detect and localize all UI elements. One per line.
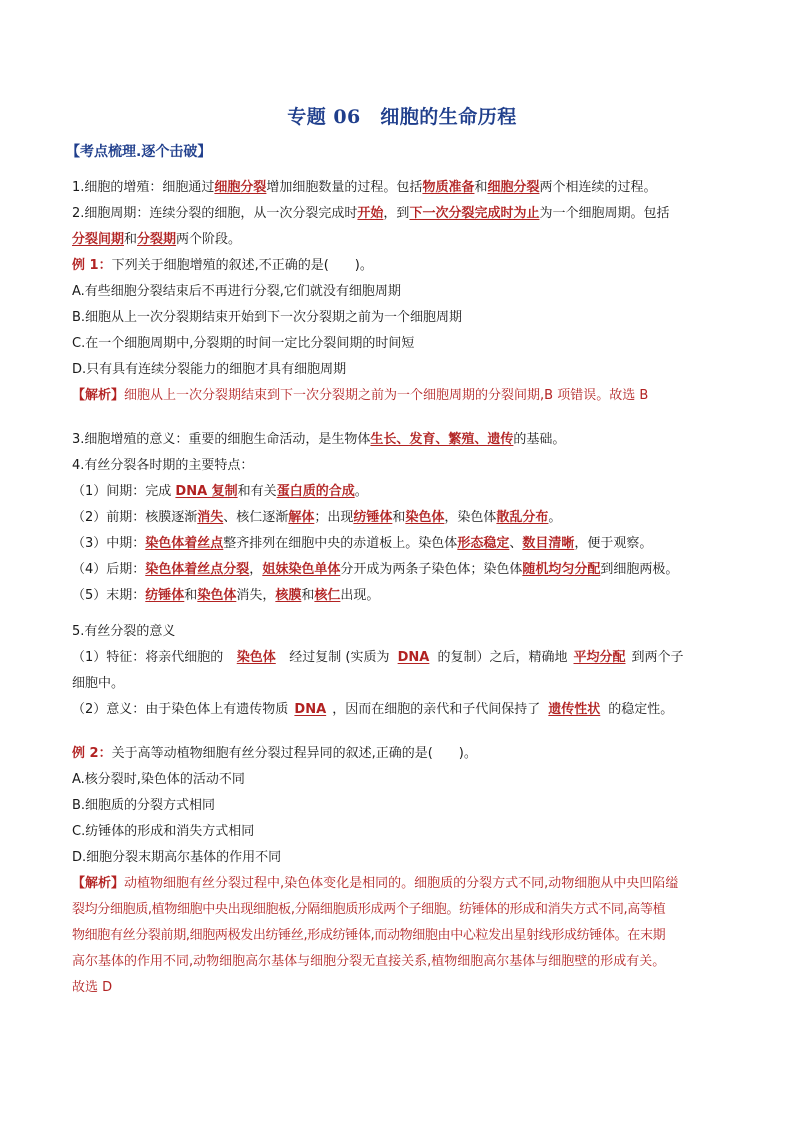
keyword: 开始	[357, 206, 384, 221]
stage-telophase: （5）末期：纺锤体和染色体消失，核膜和核仁出现。	[72, 588, 380, 603]
stage-interphase: （1）间期：完成 DNA 复制和有关蛋白质的合成。	[72, 484, 368, 499]
analysis-line: 物细胞有丝分裂前期,细胞两极发出纺锤丝,形成纺锤体,而动物细胞由中心粒发出星射线形成纺锤体。在末期	[72, 928, 666, 943]
meaning-feature-cont: 细胞中。	[72, 676, 125, 691]
section-heading: 【考点梳理.逐个击破】	[66, 144, 212, 160]
keyword: 染色体着丝点	[145, 536, 224, 551]
keyword: 分裂间期	[72, 232, 125, 247]
answer-blank: 遗传性状	[548, 702, 601, 717]
keyword: 数目清晰	[522, 536, 575, 551]
example-2-question: 例 2：关于高等动植物细胞有丝分裂过程异同的叙述,正确的是( )。	[72, 746, 477, 761]
analysis-tag: 【解析】	[72, 876, 125, 891]
keyword: 核膜	[275, 588, 302, 603]
paragraph-1: 1.细胞的增殖：细胞通过细胞分裂增加细胞数量的过程。包括物质准备和细胞分裂两个相连续的过程。	[72, 180, 657, 195]
option-c: C.纺锤体的形成和消失方式相同	[72, 824, 255, 839]
keyword: 纺锤体	[353, 510, 393, 525]
meaning-feature: （1）特征：将亲代细胞的 染色体 经过复制 (实质为 DNA 的复制）之后，精确地 平均分配 到两个子	[72, 645, 732, 671]
keyword: 核仁	[314, 588, 341, 603]
answer-blank: 平均分配	[573, 650, 626, 665]
paragraph-4-head: 4.有丝分裂各时期的主要特点：	[72, 458, 254, 473]
page-title: 专题 06 细胞的生命历程	[287, 106, 517, 128]
example-2-analysis: 【解析】动植物细胞有丝分裂过程中,染色体变化是相同的。细胞质的分裂方式不同,动物细胞从中央凹陷缢	[72, 876, 679, 891]
keyword: 下一次分裂完成时为止	[409, 206, 540, 221]
paragraph-5-head: 5.有丝分裂的意义	[72, 624, 176, 639]
keyword: 细胞分裂	[487, 180, 540, 195]
keyword: 姐妹染色单体	[262, 562, 341, 577]
stage-prophase: （2）前期：核膜逐渐消失、核仁逐渐解体；出现纺锤体和染色体，染色体散乱分布。	[72, 510, 562, 525]
example-1-question: 例 1：下列关于细胞增殖的叙述,不正确的是( )。	[72, 258, 373, 273]
stage-anaphase: （4）后期：染色体着丝点分裂，姐妹染色单体分开成为两条子染色体；染色体随机均匀分配到细胞两极。	[72, 562, 679, 577]
example-1-analysis: 【解析】细胞从上一次分裂期结束到下一次分裂期之前为一个细胞周期的分裂间期,B 项错误。故选 B	[72, 388, 649, 403]
keyword: 消失	[197, 510, 224, 525]
analysis-line: 高尔基体的作用不同,动物细胞高尔基体与细胞分裂无直接关系,植物细胞高尔基体与细胞壁的形成有关。	[72, 954, 666, 969]
option-d: D.细胞分裂末期高尔基体的作用不同	[72, 850, 282, 865]
paragraph-2-cont: 分裂间期和分裂期两个阶段。	[72, 232, 242, 247]
keyword: 蛋白质的合成	[276, 484, 355, 499]
keyword: 分裂期	[137, 232, 177, 247]
keyword: 生长、发育、繁殖、遗传	[370, 432, 514, 447]
keyword: 物质准备	[422, 180, 475, 195]
paragraph-3: 3.细胞增殖的意义：重要的细胞生命活动，是生物体生长、发育、繁殖、遗传的基础。	[72, 432, 566, 447]
answer-blank: DNA	[397, 650, 430, 665]
keyword: 形态稳定	[457, 536, 510, 551]
keyword: 随机均匀分配	[522, 562, 601, 577]
answer-blank: 染色体	[236, 650, 276, 665]
paragraph-2: 2.细胞周期：连续分裂的细胞，从一次分裂完成时开始，到下一次分裂完成时为止为一个细胞周期。包括	[72, 206, 670, 221]
example-label: 例 2：	[72, 746, 112, 761]
option-a: A.核分裂时,染色体的活动不同	[72, 772, 245, 787]
keyword: 细胞分裂	[214, 180, 267, 195]
keyword: 散乱分布	[496, 510, 549, 525]
option-c: C.在一个细胞周期中,分裂期的时间一定比分裂间期的时间短	[72, 336, 415, 351]
analysis-line: 裂均分细胞质,植物细胞中央出现细胞板,分隔细胞质形成两个子细胞。纺锤体的形成和消失方式不同,高等植	[72, 902, 666, 917]
document-page	[66, 100, 732, 1001]
option-a: A.有些细胞分裂结束后不再进行分裂,它们就没有细胞周期	[72, 284, 401, 299]
answer-blank: DNA	[294, 702, 327, 717]
option-d: D.只有具有连续分裂能力的细胞才具有细胞周期	[72, 362, 347, 377]
keyword: 染色体	[197, 588, 237, 603]
keyword: 染色体	[405, 510, 445, 525]
option-b: B.细胞质的分裂方式相同	[72, 798, 216, 813]
example-label: 例 1：	[72, 258, 112, 273]
keyword: 解体	[288, 510, 315, 525]
meaning-significance: （2）意义：由于染色体上有遗传物质 DNA ，因而在细胞的亲代和子代间保持了 遗传性状 的稳定性。	[72, 697, 732, 723]
analysis-tag: 【解析】	[72, 388, 125, 403]
analysis-line: 故选 D	[72, 980, 113, 995]
stage-metaphase: （3）中期：染色体着丝点整齐排列在细胞中央的赤道板上。染色体形态稳定、数目清晰，便于观察。	[72, 536, 653, 551]
option-b: B.细胞从上一次分裂期结束开始到下一次分裂期之前为一个细胞周期	[72, 310, 463, 325]
keyword: 染色体着丝点分裂	[145, 562, 250, 577]
keyword: DNA 复制	[175, 484, 238, 499]
keyword: 纺锤体	[145, 588, 185, 603]
